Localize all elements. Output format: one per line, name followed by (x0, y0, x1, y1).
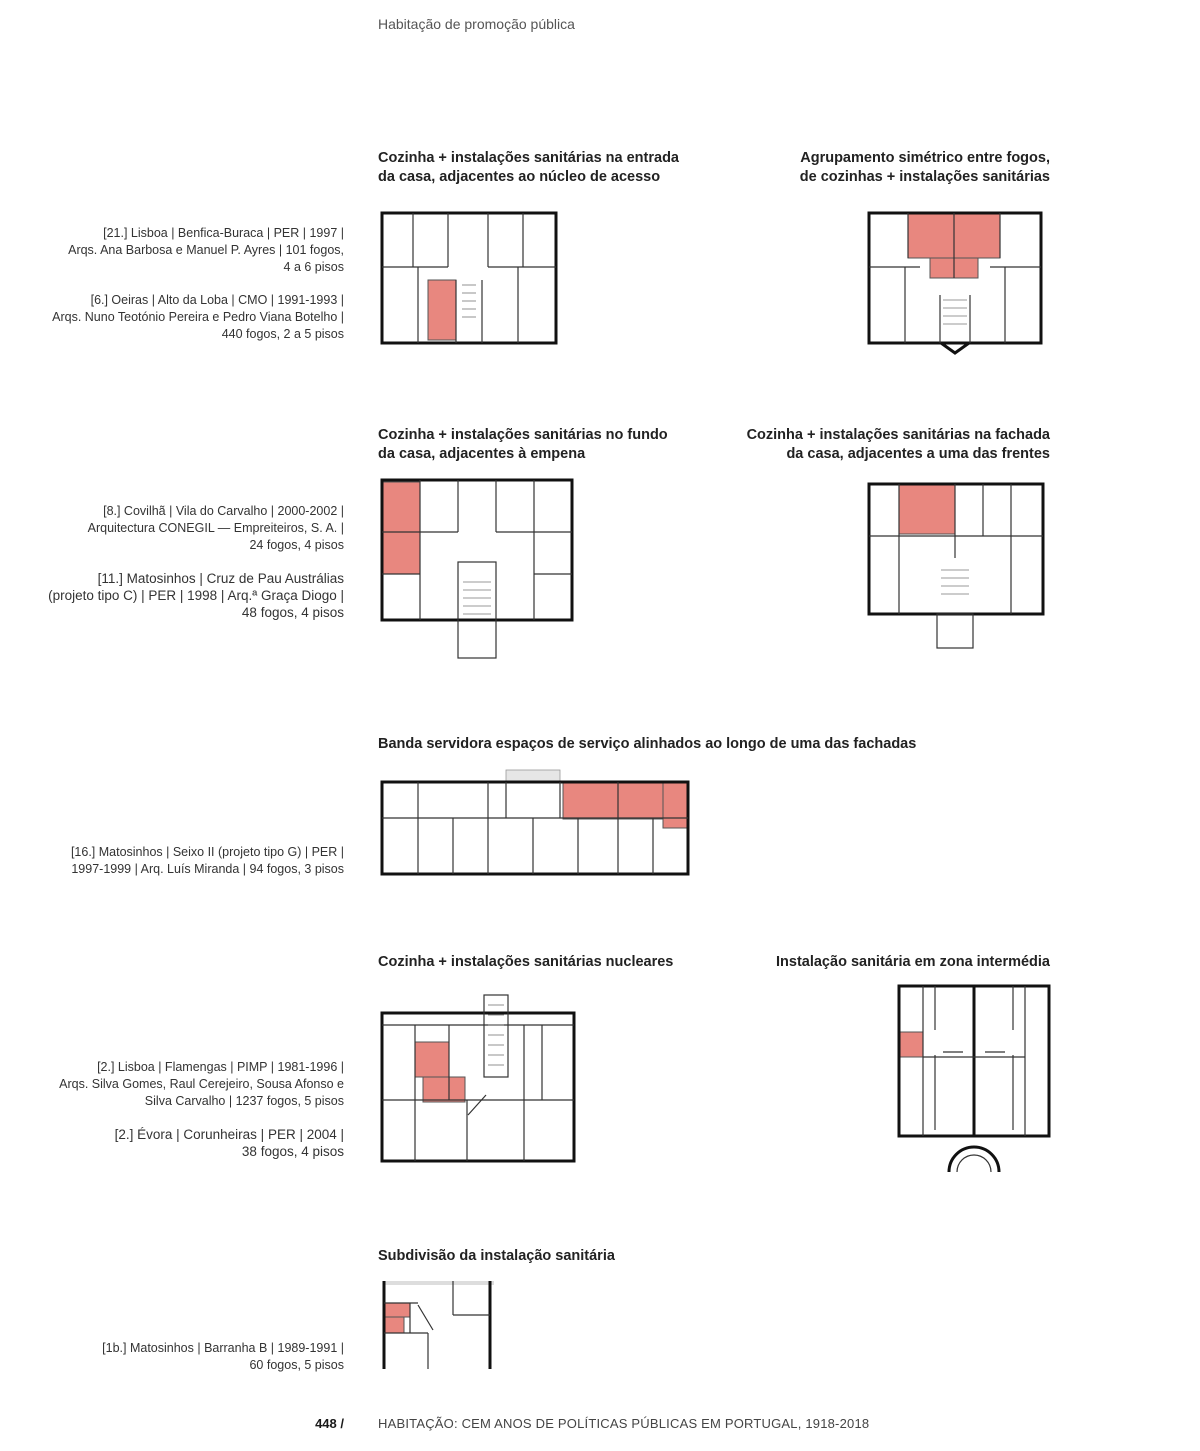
floor-plan-vila-do-carvalho (378, 472, 578, 662)
section4-heading-right: Instalação sanitária em zona intermédia (776, 954, 1050, 970)
floor-plan-benfica-buraca (378, 205, 578, 350)
section5-captions: [1b.] Matosinhos | Barranha B | 1989-1991 | 60 fogos, 5 pisos (102, 1341, 344, 1372)
section1-heading-left: Cozinha + instalações sanitárias na entrada da casa, adjacentes ao núcleo de acesso (378, 150, 679, 185)
floor-plan-alto-da-loba (865, 205, 1050, 355)
section4-heading-left: Cozinha + instalações sanitárias nucleares (378, 954, 674, 970)
section4-captions: [2.] Lisboa | Flamengas | PIMP | 1981-1996 | Arqs. Silva Gomes, Raul Cerejeiro, Sousa Afonso e Silva Carvalho | 1237 fogos, 5 pisos [2.] Évora | Corunheiras | PER | 2004 | 38 fogos, 4 pisos (59, 1060, 344, 1159)
section3-heading: Banda servidora espaços de serviço alinhados ao longo de uma das fachadas (378, 736, 917, 752)
floor-plan-cruz-de-pau (865, 478, 1050, 653)
section2-heading-left: Cozinha + instalações sanitárias no fundo da casa, adjacentes à empena (378, 427, 668, 462)
section1-heading-right: Agrupamento simétrico entre fogos, de cozinhas + instalações sanitárias (799, 150, 1050, 185)
section2-heading-right: Cozinha + instalações sanitárias na fachada da casa, adjacentes a uma das frentes (746, 427, 1050, 462)
floor-plan-flamengas (378, 985, 583, 1170)
floor-plan-barranha-b (378, 1275, 498, 1375)
section5-heading: Subdivisão da instalação sanitária (378, 1248, 615, 1264)
page-number: 448 / (315, 1416, 344, 1431)
section2-captions: [8.] Covilhã | Vila do Carvalho | 2000-2002 | Arquitectura CONEGIL — Empreiteiros, S. A. | 24 fogos, 4 pisos [11.] Matosinhos | Cruz de Pau Austrálias (projeto tipo C) | PER | 1998 | Arq.ª Graça Diogo | 48 fogos, 4 pisos (48, 504, 344, 620)
running-header: Habitação de promoção pública (378, 16, 575, 32)
floor-plan-corunheiras (893, 980, 1058, 1180)
book-title: HABITAÇÃO: CEM ANOS DE POLÍTICAS PÚBLICAS EM PORTUGAL, 1918-2018 (378, 1416, 870, 1431)
section3-captions: [16.] Matosinhos | Seixo II (projeto tipo G) | PER | 1997-1999 | Arq. Luís Miranda | 94 fogos, 3 pisos (70, 845, 344, 876)
floor-plan-seixo-ii (378, 768, 693, 878)
section1-captions: [21.] Lisboa | Benfica-Buraca | PER | 1997 | Arqs. Ana Barbosa e Manuel P. Ayres | 101 fogos, 4 a 6 pisos [6.] Oeiras | Alto da Loba | CMO | 1991-1993 | Arqs. Nuno Teotónio Pereira e Pedro Viana Botelho | 440 fogos, 2 a 5 pisos (52, 226, 344, 341)
